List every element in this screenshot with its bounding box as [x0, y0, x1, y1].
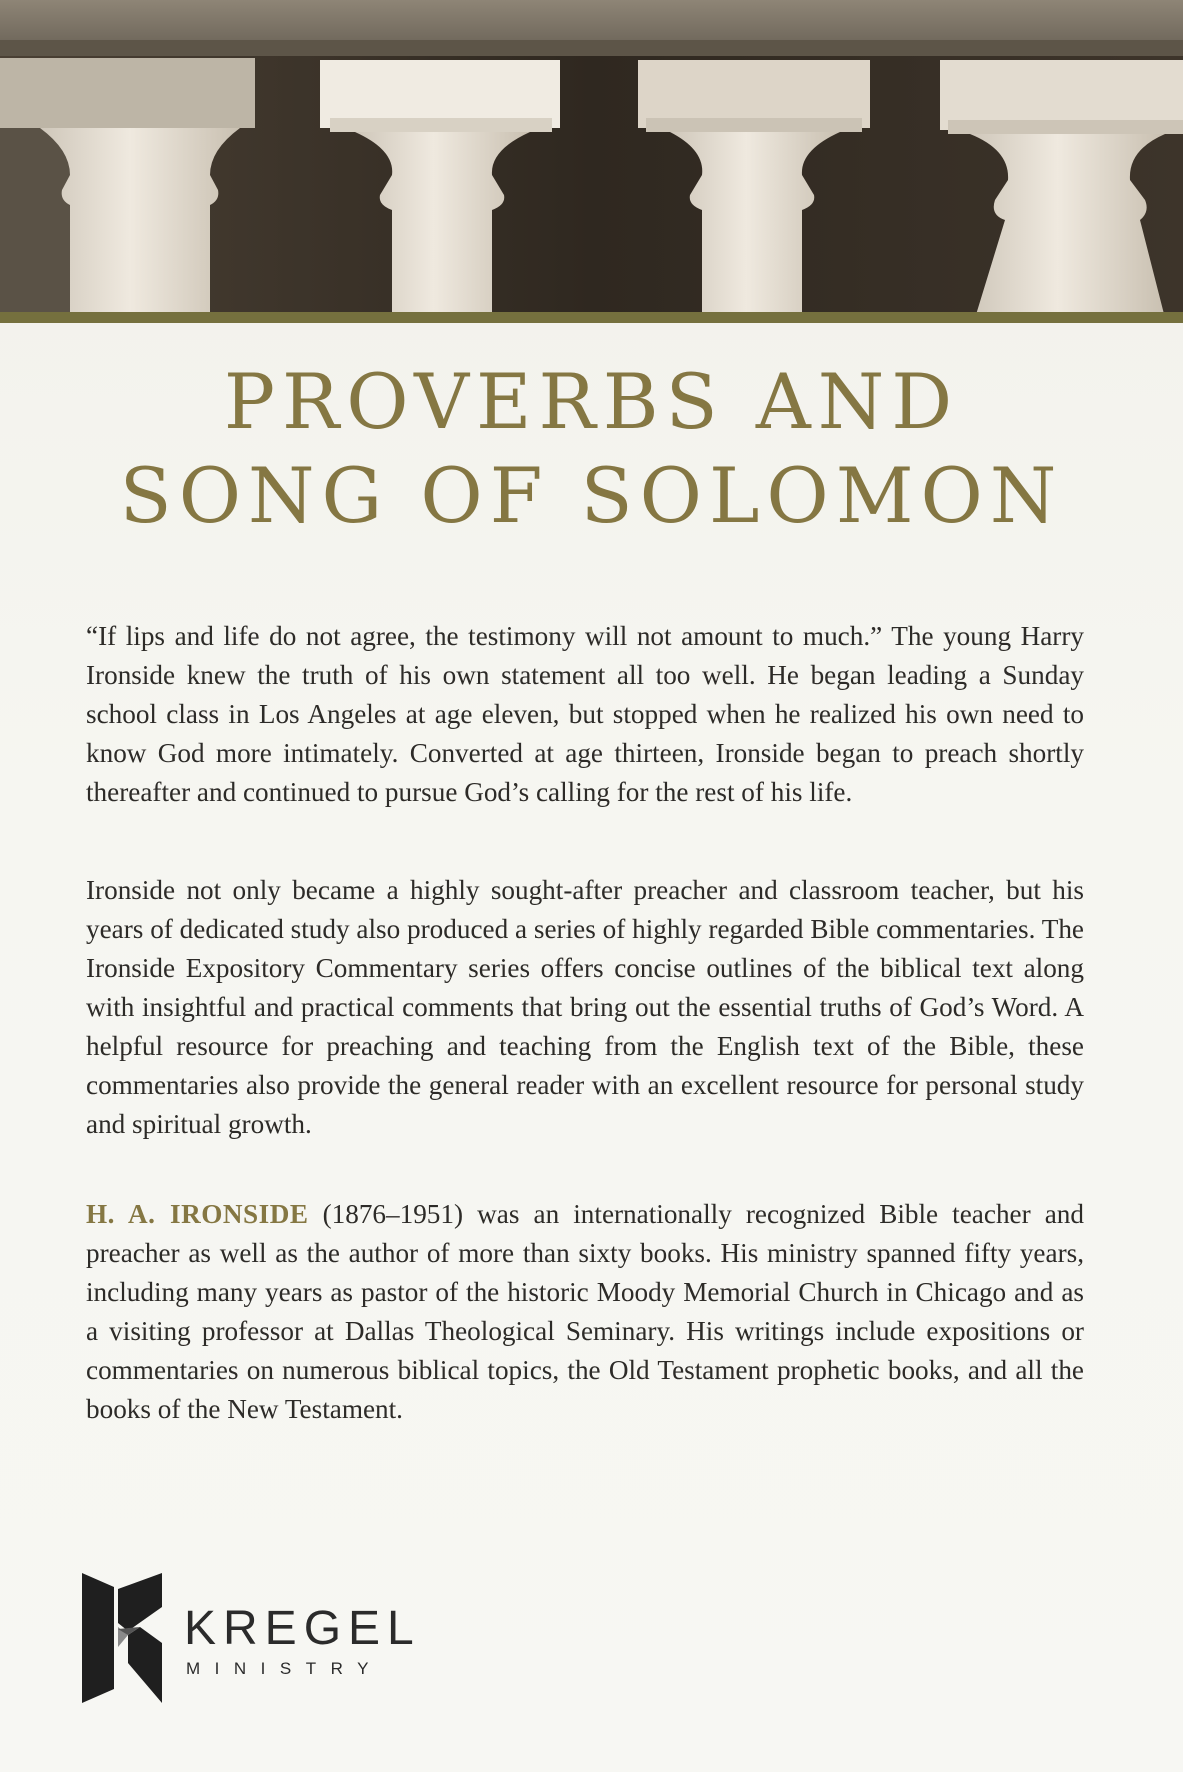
title-line-1: PROVERBS AND [223, 357, 960, 446]
kregel-k-logo-icon [82, 1573, 162, 1703]
book-title [0, 355, 1183, 543]
author-name: H. A. IRONSIDE [86, 1199, 309, 1229]
author-bio-text: (1876–1951) was an internationally recognized Bible teacher and preacher as well as the author of more than sixty books. His ministry spanned fifty years, including many years as pastor of the historic Moody Memorial Church in Chicago and as a visiting professor at Dallas Theological Seminary. His writings include expositions or commentaries on numerous biblical topics, the Old Testament prophetic books, and all the books of the New Testament. [86, 1199, 1084, 1424]
author-bio-paragraph [86, 1195, 1084, 1429]
publisher-name: KREGEL [184, 1602, 421, 1655]
blurb-paragraph-1: “If lips and life do not agree, the testimony will not amount to much.” The young Harry Ironside knew the truth of his own statement all too well. He began leading a Sunday school class in Los Angeles at age eleven, but stopped when he realized his own need to know God more intimately. Converted at age thirteen, Ironside began to preach shortly thereafter and continued to pursue God’s calling for the rest of his life. [86, 621, 1084, 807]
title-line-2: SONG OF SOLOMON [119, 451, 1064, 540]
publisher-imprint: MINISTRY [186, 1659, 383, 1678]
divider-rule [0, 312, 1183, 323]
balustrade-photo [0, 0, 1183, 318]
blurb-paragraph-2: Ironside not only became a highly sought-after preacher and classroom teacher, but his years of dedicated study also produced a series of highly regarded Bible commentaries. The Ironside Expository Commentary series offers concise outlines of the biblical text along with insightful and practical comments that bring out the essential truths of God’s Word. A helpful resource for preaching and teaching from the English text of the Bible, these commentaries also provide the general reader with an excellent resource for personal study and spiritual growth. [86, 875, 1084, 1139]
publisher-logo [82, 1573, 442, 1703]
